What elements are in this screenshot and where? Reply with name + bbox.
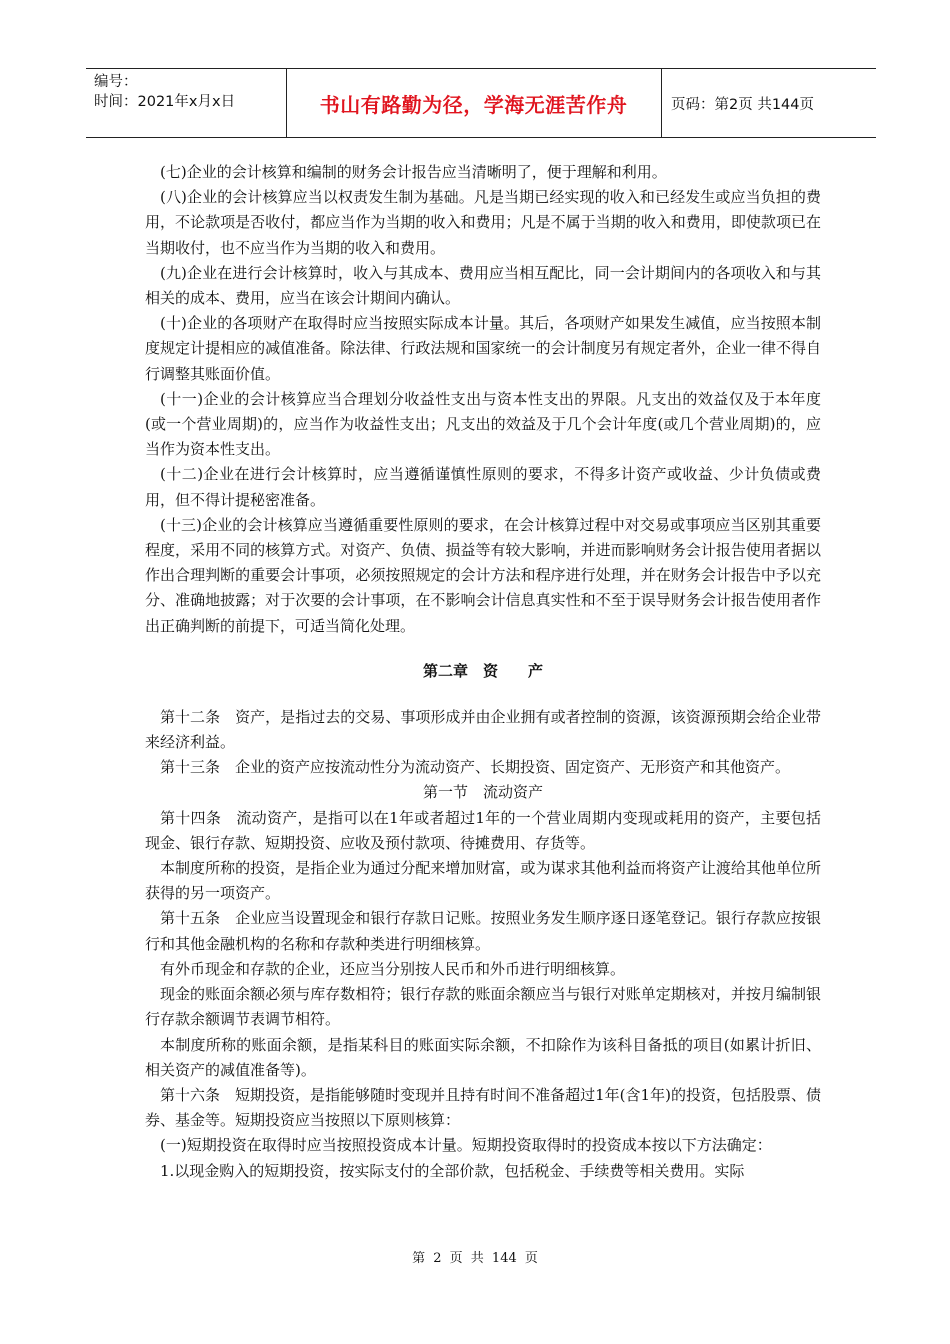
paragraph: 有外币现金和存款的企业，还应当分别按人民币和外币进行明细核算。 [160, 959, 626, 978]
header-page-info: 页码：第2页 共144页 [671, 96, 815, 113]
header-meta [94, 72, 289, 112]
article-paragraph: 第十五条 企业应当设置现金和银行存款日记账。按照业务发生顺序逐日逐笔登记。银行存款应按银行和其他金融机构的名称和存款种类进行明细核算。 [145, 909, 821, 953]
paragraph: (十一)企业的会计核算应当合理划分收益性支出与资本性支出的界限。凡支出的效益仅及于本年度(或一个营业周期)的，应当作为收益性支出；凡支出的效益及于几个会计年度(或几个营业周期)的，应当作为资本性支出。 [145, 389, 821, 459]
article-paragraph: 第十二条 资产，是指过去的交易、事项形成并由企业拥有或者控制的资源，该资源预期会给企业带来经济利益。 [145, 707, 821, 752]
article-paragraph: 第十六条 短期投资，是指能够随时变现并且持有时间不准备超过1年(含1年)的投资，包括股票、债券、基金等。短期投资应当按照以下原则核算： [145, 1085, 821, 1130]
header-motto: 书山有路勤为径，学海无涯苦作舟 [319, 92, 628, 117]
section-title: 第一节 流动资产 [422, 783, 543, 802]
page-footer: 第 2 页 共 144 页 [412, 1251, 538, 1266]
paragraph: (十二)企业在进行会计核算时，应当遵循谨慎性原则的要求，不得多计资产或收益、少计负债或费用，但不得计提秘密准备。 [145, 465, 821, 509]
page-header [86, 68, 876, 138]
paragraph: (七)企业的会计核算和编制的财务会计报告应当清晰明了，便于理解和利用。 [160, 163, 667, 181]
chapter-title: 第二章 资 产 [422, 661, 543, 680]
paragraph: 本制度所称的投资，是指企业为通过分配来增加财富，或为谋求其他利益而将资产让渡给其他单位所获得的另一项资产。 [145, 859, 821, 903]
article-paragraph: 第十四条 流动资产，是指可以在1年或者超过1年的一个营业周期内变现或耗用的资产，主要包括现金、银行存款、短期投资、应收及预付款项、待摊费用、存货等。 [145, 808, 821, 852]
paragraph: 本制度所称的账面余额，是指某科目的账面实际余额，不扣除作为该科目备抵的项目(如累计折旧、相关资产的减值准备等)。 [145, 1035, 821, 1079]
paragraph: 现金的账面余额必须与库存数相符；银行存款的账面余额应当与银行对账单定期核对，并按月编制银行存款余额调节表调节相符。 [145, 985, 821, 1029]
paragraph: (八)企业的会计核算应当以权责发生制为基础。凡是当期已经实现的收入和已经发生或应当负担的费用，不论款项是否收付，都应当作为当期的收入和费用；凡是不属于当期的收入和费用，即使款项已在当期收付，也不应当作为当期的收入和费用。 [145, 188, 821, 257]
header-divider [661, 69, 662, 137]
document-body [145, 160, 821, 1184]
paragraph: 1.以现金购入的短期投资，按实际支付的全部价款，包括税金、手续费等相关费用。实际 [160, 1161, 745, 1180]
paragraph: (九)企业在进行会计核算时，收入与其成本、费用应当相互配比，同一会计期间内的各项收入和与其相关的成本、费用，应当在该会计期间内确认。 [145, 263, 821, 308]
paragraph: (一)短期投资在取得时应当按照投资成本计量。短期投资取得时的投资成本按以下方法确定： [160, 1136, 772, 1155]
document-time-label: 时间：2021年x月x日 [94, 94, 236, 110]
paragraph: (十)企业的各项财产在取得时应当按照实际成本计量。其后，各项财产如果发生减值，应当按照本制度规定计提相应的减值准备。除法律、行政法规和国家统一的会计制度另有规定者外，企业一律不得自行调整其账面价值。 [145, 314, 821, 383]
paragraph: (十三)企业的会计核算应当遵循重要性原则的要求，在会计核算过程中对交易或事项应当区别其重要程度，采用不同的核算方式。对资产、负债、损益等有较大影响，并进而影响财务会计报告使用者据以作出合理判断的重要会计事项，必须按照规定的会计方法和程序进行处理，并在财务会计报告中予以充分、准确地披露；对于次要的会计事项，在不影响会计信息真实性和不至于误导财务会计报告使用者作出正确判断的前提下，可适当简化处理。 [145, 515, 821, 635]
document-number-label: 编号： [94, 74, 138, 90]
article-paragraph: 第十三条 企业的资产应按流动性分为流动资产、长期投资、固定资产、无形资产和其他资产。 [160, 758, 791, 777]
